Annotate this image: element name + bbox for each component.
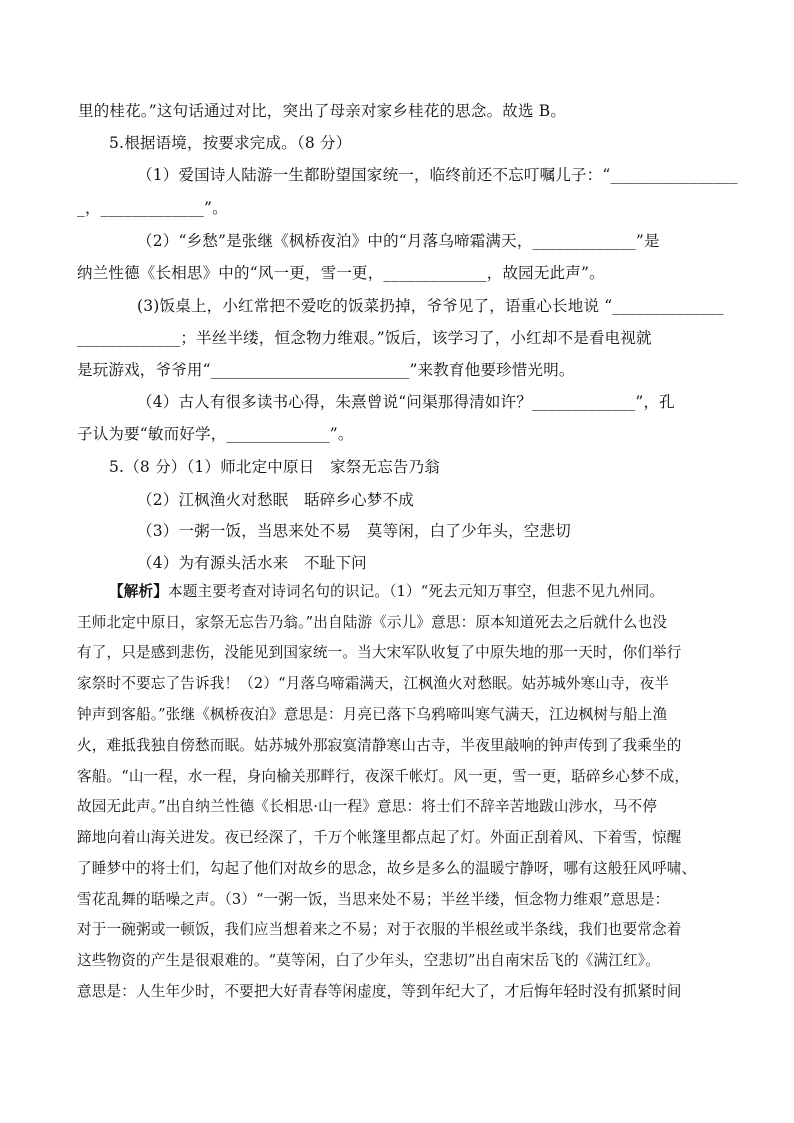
- text-line: 纳兰性德《长相思》中的“风一更，雪一更，_____________，故园无此声”。: [77, 264, 605, 282]
- text-line: 子认为要“敏而好学，_____________”。: [77, 425, 354, 443]
- text-line: _____________；半丝半缕，恒念物力维艰。”饭后，该学习了，小红却不是看电视就: [77, 329, 652, 347]
- explanation-line: 有了，只是感到悲伤，没能见到国家统一。当大宋军队收复了中原失地的那一天时，你们举行: [77, 644, 682, 661]
- text-line: _，_____________”。: [77, 199, 228, 217]
- explanation-line: 火，难抵我独自傍愁而眠。姑苏城外那寂寞清静寒山古寺，半夜里敲响的钟声传到了我乘坐的: [77, 737, 682, 754]
- explanation-line: 家祭时不要忘了告诉我！（2）“月落乌啼霜满天，江枫渔火对愁眠。姑苏城外寒山寺，夜半: [77, 675, 670, 692]
- explanation-line: 了睡梦中的将士们，勾起了他们对故乡的思念，故乡是多么的温暖宁静呀，哪有这般狂风呼啸、: [77, 860, 697, 877]
- answer-item-2: （2）江枫渔火对愁眠 聒碎乡心梦不成: [137, 491, 414, 509]
- question-item-1: （1）爱国诗人陆游一生都盼望国家统一，临终前还不忘叮嘱儿子：“________________: [137, 166, 738, 184]
- explanation-line: 王师北定中原日，家祭无忘告乃翁。”出自陆游《示儿》意思：原本知道死去之后就什么也没: [77, 614, 668, 631]
- explanation-line: 意思是：人生年少时，不要把大好青春等闲虚度，等到年纪大了，才后悔年轻时没有抓紧时间: [77, 983, 682, 1000]
- question-item-4: （4）古人有很多读书心得，朱熹曾说“问渠那得清如许？_____________”，孔: [137, 393, 675, 411]
- explanation-line: 对于一碗粥或一顿饭，我们应当想着来之不易；对于衣服的半根丝或半条线，我们也要常念着: [77, 921, 682, 938]
- answer-heading: 5.（8 分）（1）师北定中原日 家祭无忘告乃翁: [109, 458, 440, 476]
- question-item-2: （2）“乡愁”是张继《枫桥夜泊》中的“月落乌啼霜满天，_____________”是: [137, 232, 660, 250]
- text-line: 里的桂花。”这句话通过对比，突出了母亲对家乡桂花的思念。故选 B。: [78, 102, 567, 120]
- answer-item-3: （3）一粥一饭，当思来处不易 莫等闲，白了少年头，空悲切: [137, 522, 571, 540]
- answer-item-4: （4）为有源头活水来 不耻下问: [137, 554, 367, 572]
- explanation-line: 客船。“山一程，水一程，身向榆关那畔行，夜深千帐灯。风一更，雪一更，聒碎乡心梦不成，: [77, 768, 690, 785]
- text-line: 是玩游戏，爷爷用“_________________________”来教育他要珍惜光明。: [77, 361, 575, 379]
- explanation-line: 蹄地向着山海关进发。夜已经深了，千万个帐篷里都点起了灯。外面正刮着风、下着雪，惊醒: [77, 829, 682, 846]
- explanation-line: 钟声到客船。”张继《枫桥夜泊》意思是：月亮已落下乌鸦啼叫寒气满天，江边枫树与船上渔: [77, 706, 668, 723]
- explanation-line: 雪花乱舞的聒噪之声。（3）“一粥一饭，当思来处不易；半丝半缕，恒念物力维艰”意思是：: [77, 891, 670, 908]
- explanation-first-line: [109, 582, 664, 602]
- question-heading: 5.根据语境，按要求完成。（8 分）: [109, 134, 352, 152]
- explanation-label: 【解析】: [109, 583, 168, 600]
- question-item-3: (3)饭桌上，小红常把不爱吃的饭菜扔掉，爷爷见了，语重心长地说 “______________: [137, 297, 724, 315]
- explanation-text: 本题主要考查对诗词名句的识记。（1）“死去元知万事空，但悲不见九州同。: [167, 583, 665, 600]
- explanation-line: 这些物资的产生是很艰难的。“莫等闲，白了少年头，空悲切”出自南宋岳飞的《满江红》。: [77, 952, 660, 969]
- explanation-line: 故园无此声。”出自纳兰性德《长相思·山一程》意思：将士们不辞辛苦地跋山涉水，马不停: [77, 798, 658, 815]
